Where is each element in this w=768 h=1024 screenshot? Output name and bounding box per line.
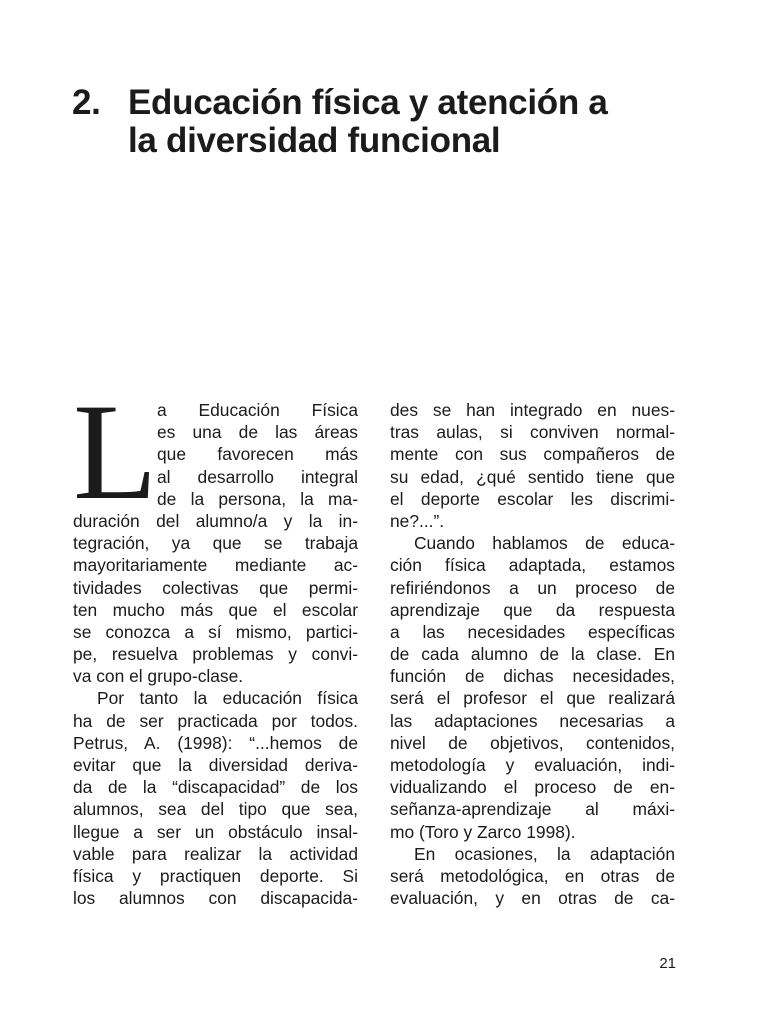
chapter-title-line: la diversidad funcional <box>128 121 501 160</box>
text-line: Cuando hablamos de educa- <box>414 533 675 554</box>
text-line: aprendizaje que da respuesta <box>390 599 675 620</box>
text-line: alumnos, sea del tipo que sea, <box>73 799 358 820</box>
text-line: Petrus, A. (1998): “...hemos de <box>73 732 358 753</box>
text-line: señanza-aprendizaje al máxi- <box>390 799 675 820</box>
text-line: a Educación Física <box>157 400 358 420</box>
text-line: mente con sus compañeros de <box>390 444 675 465</box>
text-line: es una de las áreas <box>157 422 358 443</box>
text-line: que favorecen más <box>157 444 358 465</box>
text-line: función de dichas necesidades, <box>390 666 675 687</box>
text-line: al desarrollo integral <box>157 466 358 487</box>
text-line: metodología y evaluación, indi- <box>390 755 675 775</box>
text-line: ha de ser practicada por todos. <box>73 710 358 731</box>
text-line: duración del alumno/a y la in- <box>73 510 358 531</box>
chapter-title <box>128 84 708 160</box>
text-line: física y practiquen deporte. Si <box>73 865 358 886</box>
text-line: vidualizando el proceso de en- <box>390 777 675 798</box>
right-column <box>390 399 675 909</box>
text-line: refiriéndonos a un proceso de <box>390 577 675 598</box>
text-line: evitar que la diversidad deriva- <box>73 755 358 775</box>
text-line: des se han integrado en nues- <box>390 400 675 420</box>
page-number: 21 <box>659 955 676 972</box>
text-line: ción física adaptada, estamos <box>390 555 675 576</box>
text-line: de la persona, la ma- <box>157 488 358 509</box>
text-line: mo (Toro y Zarco 1998). <box>390 821 576 842</box>
chapter-number: 2. <box>72 83 101 122</box>
text-line: tras aulas, si conviven normal- <box>390 422 675 443</box>
text-line: a las necesidades específicas <box>390 621 675 642</box>
text-line: pe, resuelva problemas y convi- <box>73 644 358 665</box>
text-line: tegración, ya que se trabaja <box>73 533 358 554</box>
text-line: ten mucho más que el escolar <box>73 599 358 620</box>
left-column <box>73 399 358 909</box>
text-line: va con el grupo-clase. <box>73 666 244 687</box>
text-line: su edad, ¿qué sentido tiene que <box>390 466 675 487</box>
text-line: En ocasiones, la adaptación <box>414 843 675 864</box>
text-line: llegue a ser un obstáculo insal- <box>73 821 358 842</box>
text-line: ne?...”. <box>390 510 445 531</box>
text-line: será el profesor el que realizará <box>390 688 675 709</box>
text-line: el deporte escolar les discrimi- <box>390 488 675 509</box>
text-line: se conozca a sí mismo, partici- <box>73 621 358 642</box>
drop-cap: L <box>73 375 158 528</box>
text-line: será metodológica, en otras de <box>390 865 675 886</box>
text-line: tividades colectivas que permi- <box>73 577 358 598</box>
text-line: los alumnos con discapacida- <box>73 888 358 909</box>
text-line: vable para realizar la actividad <box>73 843 358 864</box>
text-line: de cada alumno de la clase. En <box>390 644 675 665</box>
text-line: las adaptaciones necesarias a <box>390 710 675 731</box>
text-line: mayoritariamente mediante ac- <box>73 555 358 576</box>
text-line: da de la “discapacidad” de los <box>73 777 358 798</box>
text-line: evaluación, y en otras de ca- <box>390 888 675 909</box>
chapter-title-line: Educación física y atención a <box>128 83 608 122</box>
text-line: nivel de objetivos, contenidos, <box>390 732 675 753</box>
text-line: Por tanto la educación física <box>97 688 358 709</box>
